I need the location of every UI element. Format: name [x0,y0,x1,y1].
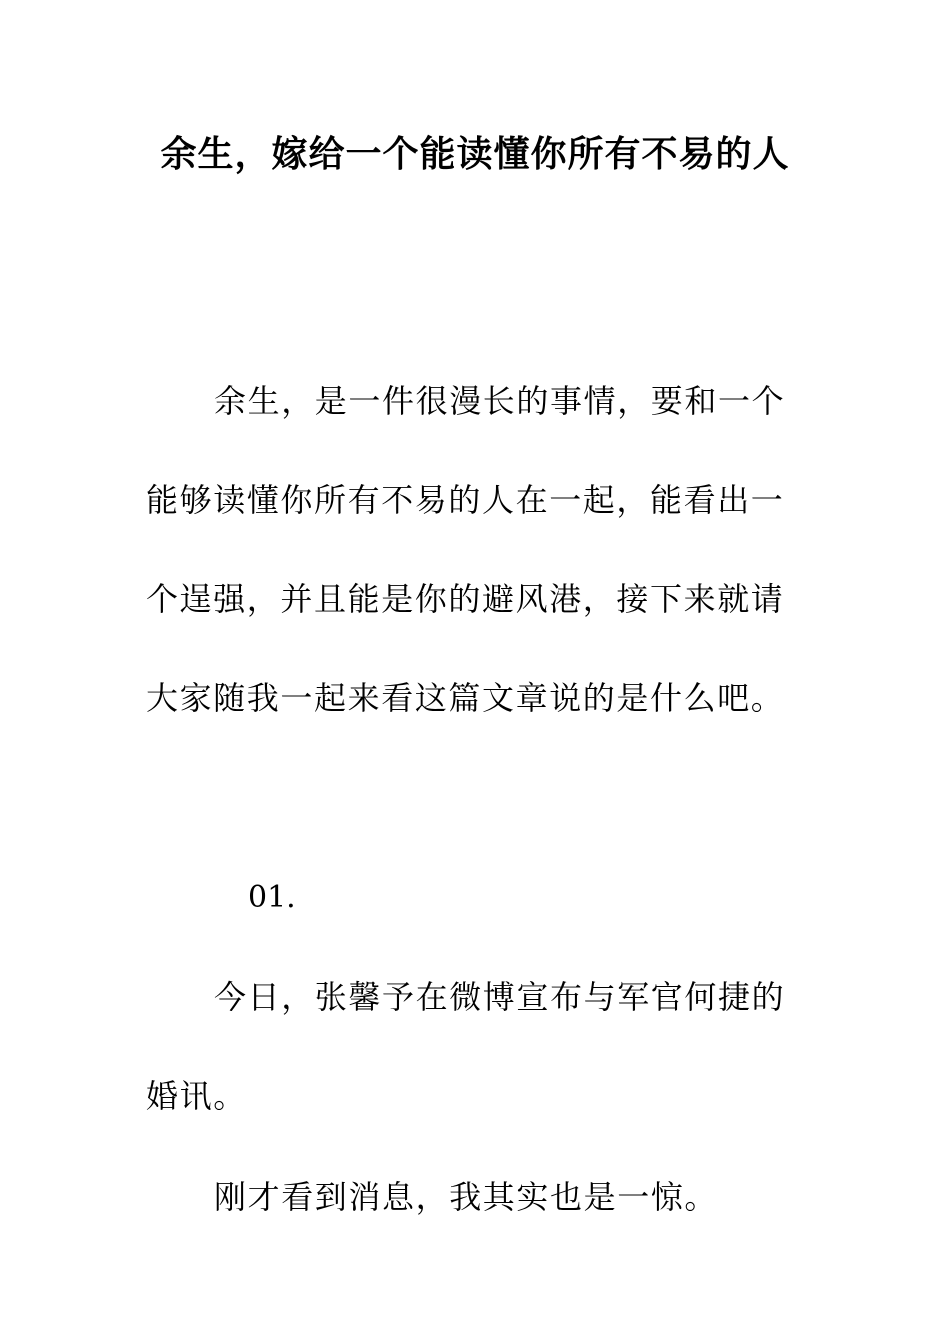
body-paragraph: 刚才看到消息，我其实也是一惊。 [214,1178,719,1216]
intro-paragraph: 余生，是一件很漫长的事情，要和一个能够读懂你所有不易的人在一起，能看出一个逞强，并且能是你的避风港，接下来就请大家随我一起来看这篇文章说的是什么吧。 [146,382,786,717]
section-number: 01. [248,880,296,915]
body-paragraph: 今日，张馨予在微博宣布与军官何捷的婚讯。 [146,978,786,1115]
document-title: 余生，嫁给一个能读懂你所有不易的人 [160,134,790,175]
